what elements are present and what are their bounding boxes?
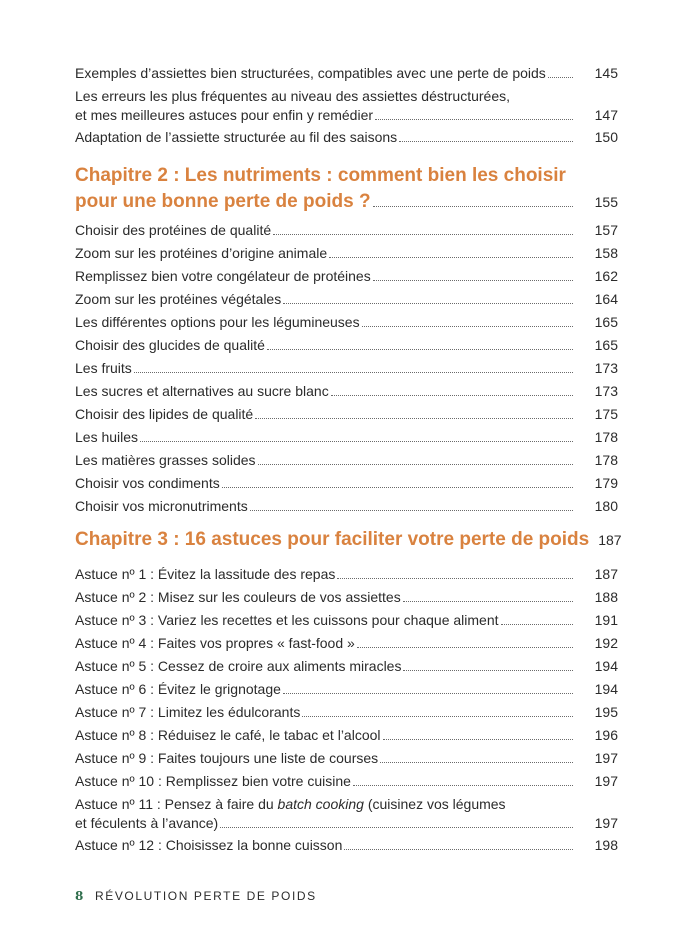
toc-entry[interactable] <box>75 405 618 424</box>
toc-entry[interactable] <box>75 290 618 309</box>
toc-entry[interactable] <box>75 267 618 286</box>
toc-entry-title: Les matières grasses solides <box>75 452 256 468</box>
leader-dots <box>273 224 573 235</box>
toc-entry-title: Zoom sur les protéines d’origine animale <box>75 245 328 261</box>
toc-entry[interactable] <box>75 703 618 722</box>
toc-entry[interactable] <box>75 726 618 745</box>
toc-entry-page: 188 <box>594 589 618 605</box>
title-emphasis: batch cooking <box>277 796 364 812</box>
chapter-title: Chapitre 3 : 16 astuces pour faciliter votre perte de poids <box>75 529 590 550</box>
toc-entry[interactable] <box>75 836 618 855</box>
toc-entry[interactable] <box>75 565 618 584</box>
toc-entry-title: Choisir des lipides de qualité <box>75 406 254 422</box>
toc-entry-page: 194 <box>594 681 618 697</box>
toc-entry[interactable] <box>75 772 618 791</box>
toc-entry-page: 147 <box>594 107 618 123</box>
toc-entry[interactable] <box>75 313 618 332</box>
toc-entry[interactable] <box>75 244 618 263</box>
toc-entry[interactable] <box>75 749 618 768</box>
toc-entry-page: 187 <box>594 566 618 582</box>
leader-dots <box>501 614 573 625</box>
toc-entry[interactable] <box>75 680 618 699</box>
toc-entry[interactable] <box>75 221 618 240</box>
toc-entry-title: Choisir vos micronutriments <box>75 498 248 514</box>
toc-entry-page: 197 <box>594 815 618 831</box>
leader-dots <box>375 109 573 120</box>
toc-entry-title-line1: Les erreurs les plus fréquentes au niveau des assiettes déstructurées, <box>75 88 511 104</box>
leader-dots <box>380 752 573 763</box>
toc-entry-title: Les fruits <box>75 360 132 376</box>
toc-entry-title: Astuce nº 4 : Faites vos propres « fast-food » <box>75 635 355 651</box>
chapter-3-heading[interactable] <box>75 527 622 553</box>
leader-dots <box>255 408 573 419</box>
toc-entry-title: Choisir vos condiments <box>75 475 220 491</box>
leader-dots <box>329 247 573 258</box>
leader-dots <box>331 385 573 396</box>
toc-entry-title: Choisir des glucides de qualité <box>75 337 265 353</box>
footer-book-title: RÉVOLUTION PERTE DE POIDS <box>94 889 317 903</box>
chapter-2-heading[interactable] <box>75 163 618 215</box>
toc-entry-page: 175 <box>594 406 618 422</box>
toc-entry-page: 198 <box>594 837 618 853</box>
footer-page-number: 8 <box>75 889 85 903</box>
toc-entry-page: 195 <box>594 704 618 720</box>
toc-entry-title: et féculents à l’avance) <box>75 815 219 831</box>
toc-entry-page: 179 <box>594 475 618 491</box>
leader-dots <box>337 568 573 579</box>
toc-entry[interactable] <box>75 611 618 630</box>
chapter-page: 155 <box>594 194 618 210</box>
toc-entry-title: Astuce nº 8 : Réduisez le café, le tabac et l’alcool <box>75 727 381 743</box>
toc-entry-page: 194 <box>594 658 618 674</box>
toc-entry-title: Astuce nº 6 : Évitez le grignotage <box>75 681 281 697</box>
chapter-title-line2: pour une bonne perte de poids ? <box>75 191 371 212</box>
toc-entry-page: 165 <box>594 337 618 353</box>
toc-entry-title: Astuce nº 9 : Faites toujours une liste de courses <box>75 750 379 766</box>
leader-dots <box>302 706 573 717</box>
leader-dots <box>250 500 573 511</box>
leader-dots <box>362 316 573 327</box>
leader-dots <box>373 270 573 281</box>
toc-entry[interactable] <box>75 497 618 516</box>
toc-entry-title: et mes meilleures astuces pour enfin y remédier <box>75 107 374 123</box>
toc-entry-title: Astuce nº 3 : Variez les recettes et les cuissons pour chaque aliment <box>75 612 499 628</box>
toc-entry-page: 145 <box>594 65 618 81</box>
toc-entry[interactable] <box>75 451 618 470</box>
toc-entry-page: 162 <box>594 268 618 284</box>
leader-dots <box>140 431 573 442</box>
toc-entry[interactable] <box>75 588 618 607</box>
toc-entry-page: 180 <box>594 498 618 514</box>
toc-entry-page: 150 <box>594 129 618 145</box>
toc-entry-page: 178 <box>594 452 618 468</box>
leader-dots <box>383 729 573 740</box>
toc-entry-page: 158 <box>594 245 618 261</box>
toc-entry-title: Remplissez bien votre congélateur de protéines <box>75 268 371 284</box>
toc-entry-page: 164 <box>594 291 618 307</box>
leader-dots <box>283 293 573 304</box>
leader-dots <box>258 454 573 465</box>
leader-dots <box>220 817 573 828</box>
leader-dots <box>373 196 573 207</box>
leader-dots <box>403 591 573 602</box>
toc-entry-page: 173 <box>594 360 618 376</box>
toc-entry-title: Choisir des protéines de qualité <box>75 222 272 238</box>
leader-dots <box>548 67 573 78</box>
page-footer <box>75 889 317 903</box>
toc-entry[interactable] <box>75 64 618 83</box>
toc-entry-page: 192 <box>594 635 618 651</box>
chapter-title-line1: Chapitre 2 : Les nutriments : comment bien les choisir <box>75 165 566 186</box>
chapter-page: 187 <box>598 532 622 548</box>
toc-entry-page: 196 <box>594 727 618 743</box>
toc-entry-title: Astuce nº 2 : Misez sur les couleurs de vos assiettes <box>75 589 401 605</box>
toc-entry-title: Les sucres et alternatives au sucre blanc <box>75 383 329 399</box>
toc-entry-title: Les différentes options pour les légumineuses <box>75 314 360 330</box>
toc-entry[interactable] <box>75 428 618 447</box>
leader-dots <box>222 477 573 488</box>
toc-entry-title: Astuce nº 5 : Cessez de croire aux aliments miracles <box>75 658 402 674</box>
toc-entry-page: 197 <box>594 750 618 766</box>
leader-dots <box>357 637 573 648</box>
leader-dots <box>267 339 573 350</box>
toc-entry[interactable] <box>75 87 618 125</box>
leader-dots <box>399 131 573 142</box>
toc-entry[interactable] <box>75 128 618 147</box>
toc-entry[interactable] <box>75 657 618 676</box>
title-post: (cuisinez vos légumes <box>363 796 506 812</box>
toc-entry[interactable] <box>75 795 618 833</box>
toc-entry-page: 157 <box>594 222 618 238</box>
toc-entry-title: Astuce nº 1 : Évitez la lassitude des repas <box>75 566 336 582</box>
toc-entry[interactable] <box>75 336 618 355</box>
toc-entry[interactable] <box>75 634 618 653</box>
toc-entry-title: Astuce nº 10 : Remplissez bien votre cuisine <box>75 773 351 789</box>
leader-dots <box>134 362 573 373</box>
toc-entry-title: Adaptation de l’assiette structurée au fil des saisons <box>75 129 398 145</box>
toc-entry-title: Astuce nº 7 : Limitez les édulcorants <box>75 704 301 720</box>
toc-entry-page: 165 <box>594 314 618 330</box>
toc-entry[interactable] <box>75 474 618 493</box>
toc-entry[interactable] <box>75 382 618 401</box>
toc-entry-title-line1 <box>75 795 618 814</box>
toc-entry-title: Astuce nº 12 : Choisissez la bonne cuisson <box>75 837 343 853</box>
toc-entry-page: 191 <box>594 612 618 628</box>
title-pre: Astuce nº 11 : Pensez à faire du <box>75 796 278 812</box>
toc-entry-page: 197 <box>594 773 618 789</box>
leader-dots <box>344 839 573 850</box>
toc-entry-title: Exemples d’assiettes bien structurées, compatibles avec une perte de poids <box>75 65 546 81</box>
toc-entry-page: 178 <box>594 429 618 445</box>
toc-entry-title: Les huiles <box>75 429 139 445</box>
leader-dots <box>283 683 573 694</box>
toc-entry[interactable] <box>75 359 618 378</box>
toc-entry-title: Zoom sur les protéines végétales <box>75 291 282 307</box>
leader-dots <box>403 660 573 671</box>
leader-dots <box>353 775 573 786</box>
toc-entry-page: 173 <box>594 383 618 399</box>
